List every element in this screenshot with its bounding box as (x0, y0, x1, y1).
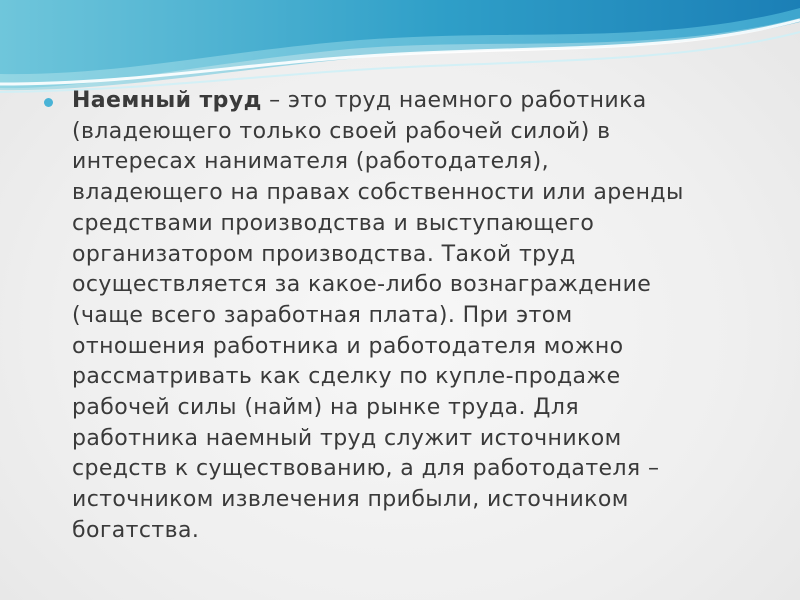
text-line: организатором производства. Такой труд (72, 241, 576, 267)
definition-first-line: – это труд наемного работника (261, 88, 647, 113)
text-line: рабочей силы (найм) на рынке труда. Для (72, 395, 579, 421)
text-line: средств к существованию, а для работодателя – (72, 456, 660, 482)
slide-content (44, 86, 744, 547)
text-line: интересах нанимателя (работодателя), (72, 149, 550, 175)
bullet-dot-icon (44, 98, 53, 107)
text-line: владеющего на правах собственности или аренды (72, 180, 684, 206)
text-line: отношения работника и работодателя можно (72, 333, 624, 359)
text-line: источником извлечения прибыли, источником (72, 487, 629, 513)
bullet-item (44, 86, 744, 547)
text-line: осуществляется за какое-либо вознаграждение (72, 272, 652, 298)
text-line: (чаще всего заработная плата). При этом (72, 302, 573, 328)
text-line: рассматривать как сделку по купле-продаже (72, 364, 621, 390)
text-line: богатства. (72, 517, 200, 543)
text-line: средствами производства и выступающего (72, 210, 595, 236)
text-line: (владеющего только своей рабочей силой) в (72, 118, 611, 144)
text-line: работника наемный труд служит источником (72, 425, 622, 451)
bullet-paragraph (72, 86, 744, 547)
term-bold: Наемный труд (72, 88, 262, 113)
